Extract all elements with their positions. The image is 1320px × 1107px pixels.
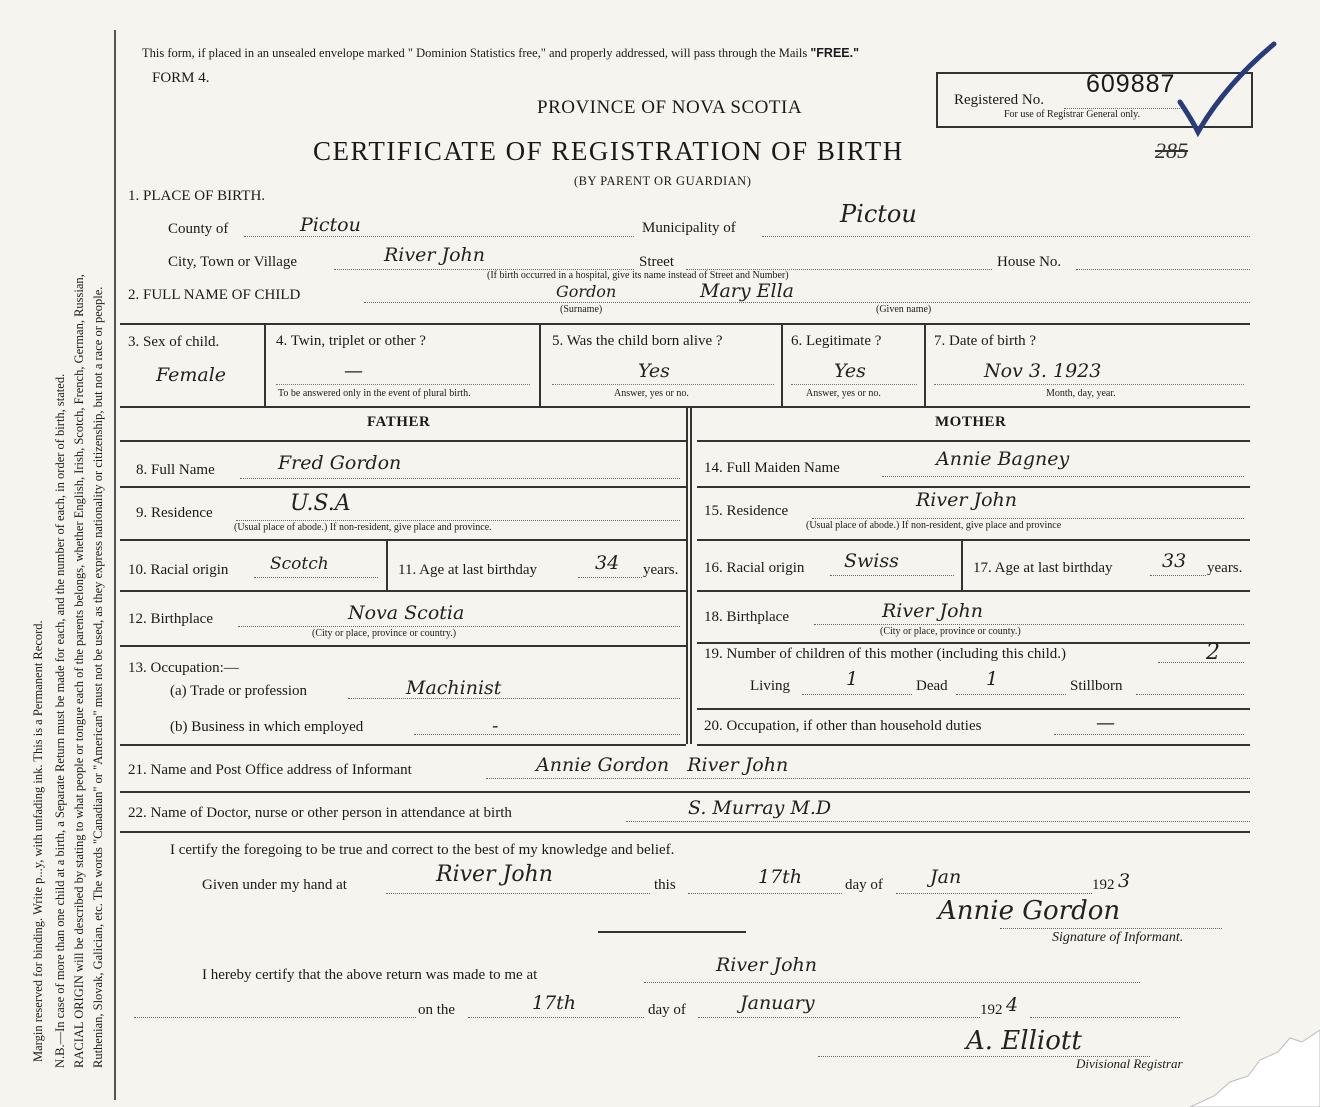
county-line [244,236,634,237]
mother-residence-note: (Usual place of abode.) If non-resident, give place and province [806,520,1062,531]
father-rule-5 [120,645,686,647]
corner-mark: 285 [1155,138,1188,163]
alive-note: Answer, yes or no. [614,388,689,399]
house-line [1076,269,1250,270]
informant-label: 21. Name and Post Office address of Informant [128,762,412,778]
father-race-line [254,577,378,578]
municipality-value: Pictou [840,200,917,228]
father-birthplace-line [238,626,680,627]
father-rule-6 [120,744,686,746]
registrar-day-value: 17th [532,992,577,1014]
mother-living-label: Living [750,678,790,694]
year-suffix: 3 [1118,870,1131,892]
father-trade-label: (a) Trade or profession [170,683,308,699]
mother-dead-value: 1 [986,668,999,690]
mother-name-value: Annie Bagney [936,448,1070,470]
alive-label: 5. Was the child born alive ? [552,333,723,349]
informant-value: Annie Gordon River John [536,754,789,776]
father-years: years. [643,562,679,578]
surname-note: (Surname) [560,304,603,315]
mother-race-line [830,575,954,576]
mother-rule-7 [697,744,1250,746]
registered-number: 609887 [1086,70,1176,98]
divider-4-5 [539,323,541,406]
mother-name-line [882,476,1244,477]
rule-row3-top [120,323,1250,325]
sex-value: Female [156,364,227,386]
divider-6-7 [924,323,926,406]
dob-value: Nov 3. 1923 [984,360,1102,382]
father-race-label: 10. Racial origin [128,562,229,578]
form-number: FORM 4. [152,70,210,86]
father-race-value: Scotch [270,554,329,574]
father-name-value: Fred Gordon [278,452,402,474]
alive-value: Yes [638,360,670,382]
rule-21-22 [120,791,1250,793]
mother-rule-5 [697,642,1250,644]
mother-years: years. [1207,560,1243,576]
mother-residence-value: River John [916,489,1018,511]
mother-heading: MOTHER [935,414,1007,430]
mother-rule-3 [697,539,1250,541]
mother-age-divider [961,539,963,590]
informant-line [486,778,1250,779]
signature-caption: Signature of Informant. [1052,930,1184,945]
father-age-divider [386,539,388,590]
doctor-value: S. Murray M.D [688,797,832,819]
month-line [896,893,1092,894]
registrar-year-line [1030,1017,1180,1018]
mother-occupation-line [1054,734,1244,735]
this-label: this [654,877,676,893]
mother-race-value: Swiss [844,550,899,572]
city-value: River John [384,244,486,266]
father-business-value: - [492,715,499,737]
sex-label: 3. Sex of child. [128,334,220,350]
mother-birthplace-note: (City or place, province or county.) [880,626,1021,637]
mother-stillborn-line [1136,694,1244,695]
certificate-title: CERTIFICATE OF REGISTRATION OF BIRTH [313,136,904,166]
mother-children-value: 2 [1206,640,1220,665]
registrar-statement: I hereby certify that the above return was made to me at [202,967,538,983]
mother-birthplace-label: 18. Birthplace [704,609,789,625]
this-day-line [688,893,842,894]
street-label: Street [639,254,674,270]
doctor-line [626,821,1250,822]
certificate-subtitle: (BY PARENT OR GUARDIAN) [574,174,752,188]
mother-residence-label: 15. Residence [704,503,789,519]
father-rule-1 [120,440,686,442]
margin-rule [114,30,116,1100]
signature-line [1000,928,1222,929]
given-place-value: River John [436,862,553,887]
father-age-value: 34 [595,552,620,574]
month-value: Jan [930,866,962,888]
father-heading: FATHER [367,414,431,430]
mail-notice: This form, if placed in an unsealed envelope marked " Dominion Statistics free," and properly addressed, will pass through the Mails "FREE." [142,46,860,60]
short-rule [598,931,746,933]
twin-line [276,384,530,385]
father-residence-note: (Usual place of abode.) If non-resident, give place and province. [234,522,492,533]
father-trade-value: Machinist [406,677,502,699]
legitimate-line [791,384,917,385]
father-birthplace-note: (City or place, province or country.) [312,628,457,639]
this-day-value: 17th [758,866,803,888]
mother-name-label: 14. Full Maiden Name [704,460,840,476]
mother-rule-2 [697,486,1250,488]
dob-note: Month, day, year. [1046,388,1116,399]
registrar-lead-line [134,1017,416,1018]
child-given-name: Mary Ella [700,280,794,302]
registrar-place-line [644,982,1140,983]
place-heading: 1. PLACE OF BIRTH. [128,188,266,204]
informant-signature: Annie Gordon [938,896,1121,926]
mother-age-value: 33 [1162,550,1187,572]
father-birthplace-value: Nova Scotia [348,602,465,624]
on-the-label: on the [418,1002,456,1018]
given-name-note: (Given name) [876,304,932,315]
father-trade-line [348,698,680,699]
registered-label: Registered No. [954,92,1044,108]
registrar-place-value: River John [716,954,818,976]
father-name-line [240,478,680,479]
twin-value: — [344,360,363,382]
legitimate-label: 6. Legitimate ? [791,333,882,349]
municipality-label: Municipality of [642,220,736,236]
divider-father-mother-a [686,406,688,744]
municipality-line [762,236,1250,237]
mother-dead-label: Dead [916,678,948,694]
father-name-label: 8. Full Name [136,462,215,478]
father-age-line [578,577,642,578]
father-residence-value: U.S.A [290,491,351,516]
county-value: Pictou [300,214,361,236]
mother-dead-line [956,694,1066,695]
margin-racial-note-2: Ruthenian, Slovak, Galician, etc. The words "Canadian" or "American" must not be used, as they express nationality or citizenship, but not a race or people. [91,286,105,1068]
mother-living-value: 1 [846,668,859,690]
alive-line [552,384,774,385]
father-residence-line [236,520,680,521]
divider-father-mother-b [690,406,692,744]
province-heading: PROVINCE OF NOVA SCOTIA [537,97,803,118]
mother-age-line [1150,575,1206,576]
day-of-label: day of [845,877,883,893]
twin-label: 4. Twin, triplet or other ? [276,333,426,349]
given-under-label: Given under my hand at [202,877,347,893]
mother-race-label: 16. Racial origin [704,560,805,576]
mother-stillborn-label: Stillborn [1070,678,1123,694]
twin-note: To be answered only in the event of plural birth. [278,388,471,399]
registrar-month-value: January [740,992,815,1014]
dob-label: 7. Date of birth ? [934,333,1037,349]
father-residence-label: 9. Residence [136,505,213,521]
child-surname: Gordon [556,282,617,301]
mother-rule-4 [697,590,1250,592]
registrar-signature: A. Elliott [966,1026,1082,1056]
father-age-label: 11. Age at last birthday [398,562,537,578]
father-business-label: (b) Business in which employed [170,719,364,735]
rule-22-bottom [120,831,1250,833]
margin-binding-note: Margin reserved for binding. Write p...y, with unfading ink. This is a Permanent Record. [31,620,45,1062]
margin-nb-note: N.B.—In case of more than one child at a birth, a Separate Return must be made for each, and the number of each, in order of birth, stated. [53,373,67,1068]
divider-5-6 [781,323,783,406]
county-label: County of [168,221,229,237]
house-label: House No. [997,254,1062,270]
registrar-year-prefix: 192 [980,1002,1003,1018]
father-rule-4 [120,590,686,592]
doctor-label: 22. Name of Doctor, nurse or other person in attendance at birth [128,805,512,821]
father-rule-2 [120,486,686,488]
mother-rule-6 [697,708,1250,710]
father-occupation-label: 13. Occupation:— [128,660,239,676]
registrar-caption: Divisional Registrar [1076,1056,1183,1071]
mother-children-line [1158,662,1244,663]
mother-age-label: 17. Age at last birthday [973,560,1113,576]
mother-children-label: 19. Number of children of this mother (including this child.) [704,646,1067,662]
legitimate-value: Yes [834,360,866,382]
divider-3-4 [264,323,266,406]
child-name-label: 2. FULL NAME OF CHILD [128,287,301,303]
registered-note: For use of Registrar General only. [1004,109,1140,120]
hospital-note: (If birth occurred in a hospital, give its name instead of Street and Number) [487,270,789,281]
city-label: City, Town or Village [168,254,298,270]
mother-living-line [802,694,912,695]
torn-corner [1190,1030,1320,1107]
check-mark-icon [1170,40,1280,140]
child-name-line [364,302,1250,303]
father-birthplace-label: 12. Birthplace [128,611,213,627]
year-prefix: 192 [1092,877,1115,893]
dob-line [934,384,1244,385]
mother-birthplace-line [814,624,1244,625]
mother-residence-line [812,518,1244,519]
father-rule-3 [120,539,686,541]
margin-racial-note-1: RACIAL ORIGIN will be described by stating to what people or tongue each of the parents belongs, whether English, Irish, Scotch, French, German, Russian, [72,274,86,1068]
rule-row3-bottom [120,406,1250,408]
mother-birthplace-value: River John [882,600,984,622]
registrar-month-line [698,1017,980,1018]
given-place-line [386,893,650,894]
registrar-year-suffix: 4 [1006,994,1019,1016]
father-business-line [414,734,680,735]
certify-statement: I certify the foregoing to be true and correct to the best of my knowledge and belief. [170,842,675,858]
mother-occupation-label: 20. Occupation, if other than household duties [704,718,982,734]
registrar-day-of-label: day of [648,1002,686,1018]
legitimate-note: Answer, yes or no. [806,388,881,399]
mother-occupation-value: — [1096,712,1115,734]
registrar-day-line [468,1017,644,1018]
mother-rule-1 [697,440,1250,442]
